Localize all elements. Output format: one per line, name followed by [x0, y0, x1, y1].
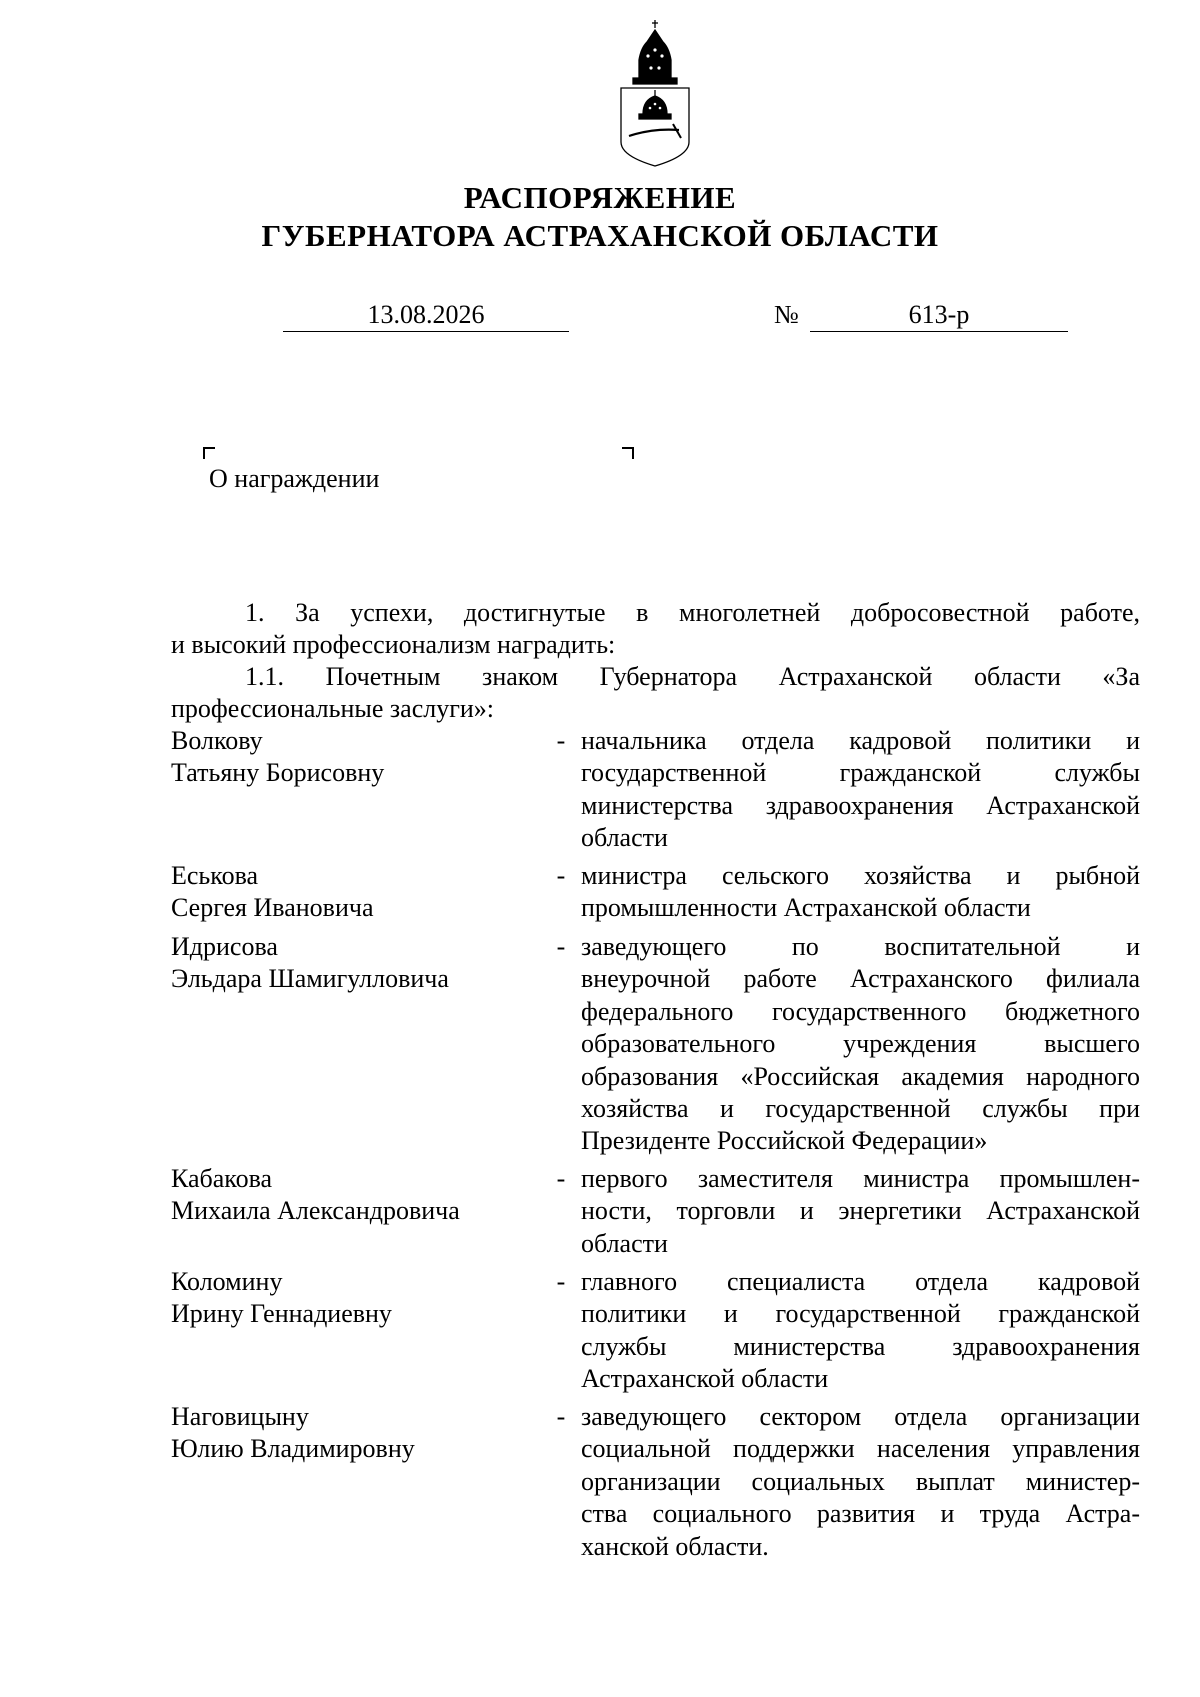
position-line: ства социального развития и труда Астра-: [581, 1499, 1140, 1529]
document-number: 613-р: [810, 300, 1068, 332]
position-line: заведующего сектором отдела организации: [581, 1402, 1140, 1431]
position-line: образовательного учреждения высшего: [581, 1029, 1140, 1059]
awardee-position: [581, 1266, 1140, 1396]
awardee-surname: Волкову: [171, 726, 263, 755]
awardee-name: [171, 931, 541, 996]
issuer-title: ГУБЕРНАТОРА АСТРАХАНСКОЙ ОБЛАСТИ: [261, 218, 939, 253]
document-type-title: РАСПОРЯЖЕНИЕ: [463, 180, 737, 215]
awardee-surname: Еськова: [171, 861, 259, 890]
awardee-position: [581, 931, 1140, 1158]
awardee-surname: Наговицыну: [171, 1402, 309, 1431]
paragraph-1-1-line-2: профессиональные заслуги»:: [171, 694, 495, 723]
position-line: области: [581, 823, 668, 853]
document-subject: О награждении: [209, 464, 380, 493]
position-line: хозяйства и государственной службы при: [581, 1094, 1140, 1124]
paragraph-1-1-line-1: 1.1. Почетным знаком Губернатора Астраханской области «За: [245, 662, 1140, 691]
subject-bracket-left: [203, 447, 215, 459]
position-line: промышленности Астраханской области: [581, 893, 1031, 923]
position-line: службы министерства здравоохранения: [581, 1331, 1140, 1361]
position-line: ханской области.: [581, 1531, 769, 1561]
position-line: Астраханской области: [581, 1364, 829, 1394]
position-line: политики и государственной гражданской: [581, 1299, 1140, 1329]
position-line: ности, торговли и энергетики Астраханской: [581, 1196, 1140, 1226]
number-sign: №: [774, 300, 799, 329]
awardee-name: [171, 860, 541, 925]
awardee-name: [171, 1266, 541, 1331]
position-line: министра сельского хозяйства и рыбной: [581, 861, 1140, 890]
paragraph-1-line-1: 1. За успехи, достигнутые в многолетней добросовестной работе,: [245, 598, 1140, 627]
position-line: государственной гражданской службы: [581, 758, 1140, 788]
awardee-position: [581, 725, 1140, 855]
position-line: Президенте Российской Федерации»: [581, 1126, 988, 1156]
position-line: начальника отдела кадровой политики и: [581, 726, 1140, 755]
position-line: первого заместителя министра промышлен-: [581, 1164, 1140, 1193]
document-date: 13.08.2026: [283, 300, 569, 332]
awardee-given-names: Михаила Александровича: [171, 1196, 460, 1226]
position-line: министерства здравоохранения Астраханской: [581, 790, 1140, 820]
position-line: заведующего по воспитательной и: [581, 932, 1140, 961]
entry-dash: -: [556, 1402, 566, 1431]
awardee-surname: Идрисова: [171, 932, 278, 961]
awardee-given-names: Ирину Геннадиевну: [171, 1299, 392, 1329]
awardee-name: [171, 725, 541, 790]
position-line: федерального государственного бюджетного: [581, 996, 1140, 1026]
entry-dash: -: [556, 726, 566, 755]
awardee-given-names: Эльдара Шамигулловича: [171, 964, 449, 994]
subject-bracket-right: [622, 447, 634, 459]
paragraph-1: [171, 597, 1140, 725]
awardee-position: [581, 860, 1140, 925]
awardee-name: [171, 1401, 541, 1466]
position-line: внеурочной работе Астраханского филиала: [581, 964, 1140, 994]
position-line: образования «Российская академия народного: [581, 1061, 1140, 1091]
awardee-name: [171, 1163, 541, 1228]
awardee-surname: Кабакова: [171, 1164, 273, 1193]
awardee-position: [581, 1163, 1140, 1260]
entry-dash: -: [556, 932, 566, 961]
awardee-given-names: Сергея Ивановича: [171, 893, 374, 923]
astrakhan-coat-of-arms-icon: [615, 18, 695, 168]
position-line: организации социальных выплат министер-: [581, 1466, 1140, 1496]
entry-dash: -: [556, 1267, 566, 1296]
awardee-surname: Коломину: [171, 1267, 283, 1296]
position-line: главного специалиста отдела кадровой: [581, 1267, 1140, 1296]
awardee-given-names: Татьяну Борисовну: [171, 758, 385, 788]
entry-dash: -: [556, 861, 566, 890]
position-line: области: [581, 1228, 668, 1258]
position-line: социальной поддержки населения управления: [581, 1434, 1140, 1464]
awardee-position: [581, 1401, 1140, 1563]
entry-dash: -: [556, 1164, 566, 1193]
awardee-given-names: Юлию Владимировну: [171, 1434, 415, 1464]
paragraph-1-line-2: и высокий профессионализм наградить:: [171, 630, 616, 659]
